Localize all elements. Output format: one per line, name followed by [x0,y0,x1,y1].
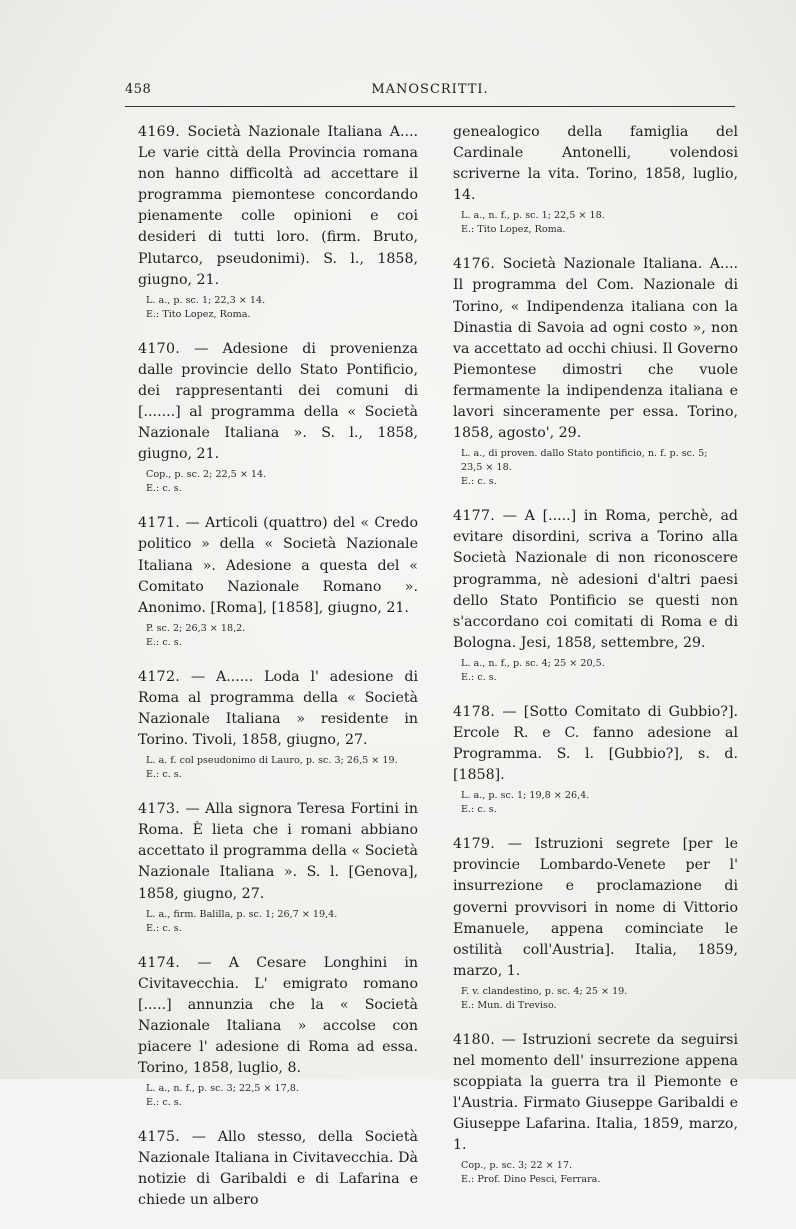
entry-meta [146,908,418,936]
entry-owner: E.: c. s. [461,804,497,816]
left-column [138,122,418,1229]
entry-physical-description: L. a., firm. Balilla, p. sc. 1; 26,7 × 19,4. [146,908,338,920]
entry-text: Società Nazionale Italiana. A.... Il programma del Com. Nazionale di Torino, « Indipendenza italiana con la Dinastia di Savoia ad ogni costo », non va accettato ad occhi chiusi. Il Governo Piemontese dimostri che vuole fermamente la indipendenza italiana e lavori sinceramente per essa. Torino, 1858, agosto', 29. [453,256,738,442]
entry-number: 4175. [138,1129,181,1146]
entry-physical-description: F. v. clandestino, p. sc. 4; 25 × 19. [461,985,628,997]
entry-physical-description: L. a., n. f., p. sc. 4; 25 × 20,5. [461,657,605,669]
entry-owner: E.: Tito Lopez, Roma. [461,224,566,236]
entry-number: 4179. [453,836,496,853]
entry-number: 4172. [138,668,181,685]
page-header [125,82,735,102]
entry-meta [461,209,738,237]
entry-physical-description: L. a., n. f., p. sc. 3; 22,5 × 17,8. [146,1083,299,1095]
catalog-entry-4169 [138,122,418,322]
entry-text: — Articoli (quattro) del « Credo politico » della « Società Nazionale Italiana ». Adesione a questa del « Comitato Nazionale Romano ». Anonimo. [Roma], [1858], giugno, 21. [138,515,418,616]
entry-owner: E.: c. s. [146,483,182,495]
entry-physical-description: L. a., p. sc. 1; 19,8 × 26,4. [461,790,590,802]
right-column [453,122,738,1204]
entry-number: 4177. [453,508,496,525]
entry-physical-description: L. a., p. sc. 1; 22,3 × 14. [146,294,266,306]
entry-number: 4176. [453,256,496,273]
entry-meta [146,622,418,650]
entry-owner: E.: c. s. [146,769,182,781]
entry-text: — A [.....] in Roma, perchè, ad evitare disordini, scriva a Torino alla Società Nazionale di non riconoscere programma, nè adesioni d'altri paesi dello Stato Pontificio se questi non s'accordano coi comitati di Roma e di Bologna. Jesi, 1858, settembre, 29. [453,508,738,651]
entry-text: genealogico della famiglia del Cardinale Antonelli, volendosi scriverne la vita. Torino, 1858, luglio, 14. [453,124,738,204]
entry-text: — Istruzioni secrete da seguirsi nel momento dell' insurrezione appena scoppiata la guerra tra il Piemonte e l'Austria. Firmato Giuseppe Garibaldi e Giuseppe Lafarina. Italia, 1859, marzo, 1. [453,1031,738,1154]
entry-meta [461,789,738,817]
catalog-entry-4175 [138,1127,418,1211]
entry-physical-description-dimensions: 23,5 × 18. [461,462,512,474]
entry-owner: E.: c. s. [146,636,182,648]
catalog-entry-4174 [138,953,418,1111]
entry-number: 4174. [138,954,181,971]
catalog-entry-4179 [453,834,738,1013]
entry-text: — A...... Loda l' adesione di Roma al programma della « Società Nazionale Italiana » residente in Torino. Tivoli, 1858, giugno, 27. [138,668,419,749]
entry-owner: E.: Tito Lopez, Roma. [146,308,251,320]
entry-text: Società Nazionale Italiana A.... Le varie città della Provincia romana non hanno difficoltà ad accettare il programma piemontese concordando pienamente colle opinioni e coi desideri di tutti loro. (firm. Bruto, Plutarco, pseudonimi). S. l., 1858, giugno, 21. [138,124,418,288]
entry-text: — A Cesare Longhini in Civitavecchia. L' emigrato romano [.....] annunzia che la « Società Nazionale Italiana » accolse con piacere l' adesione di Roma ad essa. Torino, 1858, luglio, 8. [138,954,418,1077]
entry-number: 4180. [453,1031,496,1048]
entry-number: 4171. [138,515,181,532]
catalog-entry-4178 [453,702,738,817]
catalog-entry-4175-continued [453,122,738,237]
catalog-entry-4173 [138,799,418,935]
catalog-entry-4171 [138,513,418,649]
entry-owner: E.: Prof. Dino Pesci, Ferrara. [461,1174,601,1186]
entry-text: — Alla signora Teresa Fortini in Roma. È lieta che i romani abbiano accettato il programma della « Società Nazionale Italiana ». S. l. [Genova], 1858, giugno, 27. [138,801,418,902]
entry-meta [146,1082,418,1110]
entry-text: — Allo stesso, della Società Nazionale Italiana in Civitavecchia. Dà notizie di Garibaldi e di Lafarina e chiede un albero [138,1129,418,1209]
entry-meta [146,754,418,782]
entry-physical-description: Cop., p. sc. 3; 22 × 17. [461,1160,573,1172]
entry-meta [146,294,418,322]
entry-text: — [Sotto Comitato di Gubbio?]. Ercole R. e C. fanno adesione al Programma. S. l. [Gubbio?], s. d. [1858]. [453,703,738,784]
entry-number: 4178. [453,703,496,720]
running-title: MANOSCRITTI. [371,82,489,97]
entry-physical-description: L. a. f. col pseudonimo di Lauro, p. sc. 3; 26,5 × 19. [146,755,398,767]
entry-physical-description: Cop., p. sc. 2; 22,5 × 14. [146,469,267,481]
catalog-entry-4172 [138,667,418,782]
catalog-entry-4176 [453,254,738,489]
entry-owner: E.: c. s. [461,671,497,683]
entry-meta [461,1159,738,1187]
entry-number: 4169. [138,124,181,140]
entry-physical-description: P. sc. 2; 26,3 × 18,2. [146,622,246,634]
entry-owner: E.: Mun. di Treviso. [461,999,557,1011]
entry-text: — Adesione di provenienza dalle provincie dello Stato Pontificio, dei rappresentanti dei comuni di [.......] al programma della « Società Nazionale Italiana ». S. l., 1858, giugno, 21. [138,340,418,463]
catalog-entry-4177 [453,506,738,685]
page-number: 458 [125,82,152,97]
entry-meta [146,468,418,496]
entry-meta [461,447,738,489]
catalog-entry-4180 [453,1030,738,1188]
entry-text: — Istruzioni segrete [per le provincie Lombardo-Venete per l' insurrezione e proclamazione di governi provvisori in nome di Vittorio Emanuele, appena cominciate le ostilità coll'Austria]. Italia, 1859, marzo, 1. [453,836,738,979]
entry-physical-description: L. a., di proven. dallo Stato pontificio, n. f. p. sc. 5; [461,448,708,460]
entry-owner: E.: c. s. [146,922,182,934]
entry-meta [461,985,738,1013]
entry-physical-description: L. a., n. f., p. sc. 1; 22,5 × 18. [461,210,605,222]
entry-owner: E.: c. s. [146,1097,182,1109]
entry-owner: E.: c. s. [461,476,497,488]
header-rule [125,106,735,107]
entry-meta [461,657,738,685]
catalog-entry-4170 [138,339,418,497]
entry-number: 4173. [138,801,181,818]
entry-number: 4170. [138,340,181,357]
